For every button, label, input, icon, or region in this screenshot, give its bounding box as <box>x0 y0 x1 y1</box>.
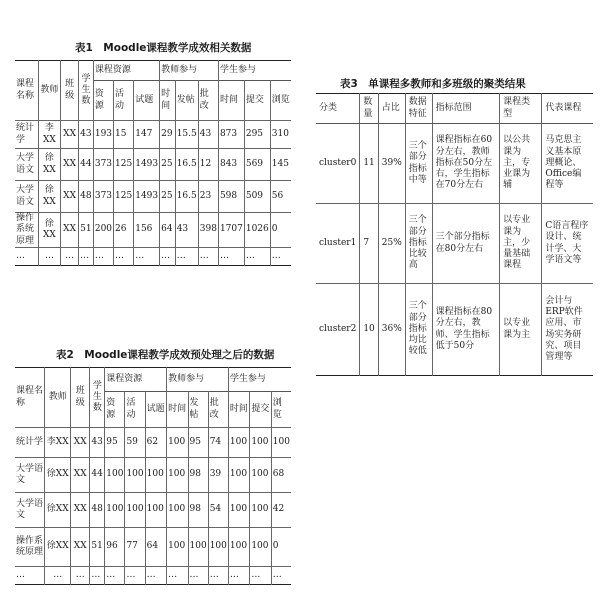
t3-cell: 会计与ERP软件应用、市场实务研究、项目管理等 <box>542 284 593 376</box>
t2-cell: … <box>145 567 166 585</box>
t1-cell: 843 <box>218 149 244 181</box>
t1-cell: 56 <box>270 181 291 213</box>
t2-cell: 95 <box>105 428 125 458</box>
t1-cell: … <box>93 247 113 265</box>
t2-header-teacher-part: 教师参与 <box>167 368 229 392</box>
t2-header-res-resource: 资源 <box>105 392 125 428</box>
t1-cell: 大学语文 <box>15 181 38 213</box>
t3-cell: 以公共课为主，专业课为辅 <box>500 124 542 204</box>
t2-cell: 51 <box>90 528 105 567</box>
table2 <box>15 367 291 585</box>
t1-cell: 15.5 <box>175 121 198 149</box>
t2-cell: 李XX <box>45 428 71 458</box>
t2-cell: 74 <box>208 428 228 458</box>
t1-cell: 16.5 <box>175 181 198 213</box>
table1 <box>15 60 291 266</box>
t1-cell: 156 <box>134 213 160 248</box>
t3-cell: 36% <box>378 284 405 376</box>
t3-header-count: 数量 <box>360 94 378 124</box>
t3-cell: cluster2 <box>316 284 360 376</box>
t1-cell: 145 <box>270 149 291 181</box>
t2-cell: 100 <box>145 458 166 493</box>
t1-header-course: 课程名称 <box>15 61 38 121</box>
t2-header-resources: 课程资源 <box>105 368 167 392</box>
t1-cell: … <box>198 247 218 265</box>
t2-cell: 77 <box>125 528 145 567</box>
t2-cell: 100 <box>167 493 188 528</box>
t3-cell: 10 <box>360 284 378 376</box>
t1-cell: … <box>175 247 198 265</box>
t1-header-res-test: 试题 <box>134 81 160 121</box>
t1-cell: 509 <box>244 181 270 213</box>
t1-header-resources: 课程资源 <box>93 61 159 81</box>
t1-header-t-time: 时间 <box>160 81 176 121</box>
t2-cell: 徐XX <box>45 493 71 528</box>
t1-cell: 295 <box>244 121 270 149</box>
t1-cell: 李XX <box>38 121 60 149</box>
t2-cell: XX <box>71 428 90 458</box>
t1-cell: XX <box>61 149 79 181</box>
t1-cell: 43 <box>198 121 218 149</box>
t2-cell: 100 <box>125 493 145 528</box>
t1-header-class: 班级 <box>61 61 79 121</box>
t2-cell: 100 <box>228 428 249 458</box>
t2-cell: 43 <box>90 428 105 458</box>
t1-header-t-grade: 批改 <box>198 81 218 121</box>
t2-header-teacher: 教师 <box>45 368 71 428</box>
t1-cell: 操作系统原理 <box>15 213 38 248</box>
t2-cell: … <box>167 567 188 585</box>
t1-cell: … <box>244 247 270 265</box>
t2-header-t-grade: 批改 <box>208 392 228 428</box>
t2-cell: 100 <box>145 493 166 528</box>
t1-cell: … <box>270 247 291 265</box>
t2-cell: XX <box>71 528 90 567</box>
t1-cell: 15 <box>114 121 134 149</box>
t3-row <box>316 204 593 284</box>
t2-row <box>15 458 291 493</box>
t1-row <box>15 121 291 149</box>
t1-cell: 125 <box>114 181 134 213</box>
t3-header-ratio: 占比 <box>378 94 405 124</box>
t1-cell: 48 <box>79 181 94 213</box>
t3-body <box>316 124 593 376</box>
t1-cell: 26 <box>114 213 134 248</box>
t1-header-res-activity: 活动 <box>114 81 134 121</box>
t1-cell: 125 <box>114 149 134 181</box>
t1-cell: 16.5 <box>175 149 198 181</box>
t2-cell: 大学语文 <box>15 493 45 528</box>
t1-cell: 统计学 <box>15 121 38 149</box>
t2-header-res-activity: 活动 <box>125 392 145 428</box>
t3-cell: 7 <box>360 204 378 284</box>
t2-header-class: 班级 <box>71 368 90 428</box>
t1-cell: 64 <box>160 213 176 248</box>
t2-body <box>15 428 291 585</box>
t1-cell: … <box>134 247 160 265</box>
t2-header-student-part: 学生参与 <box>229 373 266 384</box>
t1-cell: … <box>160 247 176 265</box>
t3-cell: 课程指标在80分左右，教师、学生指标低于50分 <box>432 284 500 376</box>
t1-row <box>15 213 291 248</box>
t1-cell: 25 <box>160 149 176 181</box>
t2-cell: … <box>228 567 249 585</box>
t2-cell: 100 <box>228 493 249 528</box>
t1-header-students: 学生数 <box>79 61 94 121</box>
t1-cell: 徐XX <box>38 213 60 248</box>
t1-cell: 43 <box>79 121 94 149</box>
t1-cell: 1493 <box>134 181 160 213</box>
t1-cell: 43 <box>175 213 198 248</box>
t1-header-student-part: 学生参与 <box>219 64 256 75</box>
t2-cell: … <box>45 567 71 585</box>
t2-row <box>15 428 291 458</box>
t1-cell: … <box>114 247 134 265</box>
t1-cell: 44 <box>79 149 94 181</box>
t1-cell: XX <box>61 121 79 149</box>
t2-row <box>15 567 291 585</box>
t3-cell: 25% <box>378 204 405 284</box>
t1-header-s-browse: 浏览 <box>270 81 291 121</box>
t1-cell: 徐XX <box>38 181 60 213</box>
t1-cell: 51 <box>79 213 94 248</box>
t2-cell: 44 <box>90 458 105 493</box>
t2-cell: … <box>208 567 228 585</box>
t2-cell: 54 <box>208 493 228 528</box>
t1-cell: 0 <box>270 213 291 248</box>
t2-cell: 42 <box>271 493 291 528</box>
t2-header-course: 课程名称 <box>15 368 45 428</box>
t1-header-s-submit: 提交 <box>244 81 270 121</box>
t2-cell: 48 <box>90 493 105 528</box>
t2-cell: 100 <box>228 458 249 493</box>
t2-cell: 96 <box>105 528 125 567</box>
t3-header-course-type: 课程类型 <box>500 94 542 124</box>
t2-cell: 100 <box>167 458 188 493</box>
t2-header-students: 学生数 <box>90 368 105 428</box>
t1-cell: 25 <box>160 181 176 213</box>
t2-cell: 100 <box>250 493 271 528</box>
t1-body <box>15 121 291 266</box>
table3 <box>316 93 593 376</box>
t3-header-representative: 代表课程 <box>542 94 593 124</box>
t2-cell: 98 <box>188 493 208 528</box>
t3-cell: 39% <box>378 124 405 204</box>
t2-cell: XX <box>71 493 90 528</box>
t3-cell: 三个部分指标中等 <box>405 124 432 204</box>
t2-cell: … <box>250 567 271 585</box>
t1-header-s-time: 时间 <box>218 81 244 121</box>
t1-cell: 1493 <box>134 149 160 181</box>
t1-row <box>15 149 291 181</box>
t3-cell: 三个部分指标均比较低 <box>405 284 432 376</box>
t2-cell: … <box>105 567 125 585</box>
t1-row <box>15 247 291 265</box>
t2-cell: 68 <box>271 458 291 493</box>
t3-cell: 以专业课为主，少量基础课程 <box>500 204 542 284</box>
t2-cell: 100 <box>271 428 291 458</box>
t2-cell: 100 <box>208 528 228 567</box>
t2-cell: 大学语文 <box>15 458 45 493</box>
t2-header-s-time: 时间 <box>228 392 249 428</box>
t1-cell: 29 <box>160 121 176 149</box>
t2-header-t-post: 发帖 <box>188 392 208 428</box>
t1-cell: 598 <box>218 181 244 213</box>
t2-cell: 64 <box>145 528 166 567</box>
t1-header-t-post: 发帖 <box>175 81 198 121</box>
t1-cell: 873 <box>218 121 244 149</box>
t3-header-category: 分类 <box>316 94 360 124</box>
t3-cell: 课程指标在60分左右，教师指标在50分左右，学生指标在70分左右 <box>432 124 500 204</box>
t3-cell: cluster0 <box>316 124 360 204</box>
t3-cell: 马克思主义基本原理概论、Office编程等 <box>542 124 593 204</box>
t1-cell: 147 <box>134 121 160 149</box>
t1-cell: … <box>79 247 94 265</box>
t2-cell: … <box>71 567 90 585</box>
t3-cell: 以专业课为主 <box>500 284 542 376</box>
t2-cell: 100 <box>250 428 271 458</box>
t1-cell: … <box>38 247 60 265</box>
t2-cell: … <box>188 567 208 585</box>
t3-header-feature: 数据特征 <box>405 94 432 124</box>
t1-cell: XX <box>61 213 79 248</box>
t1-cell: 193 <box>93 121 113 149</box>
t2-cell: 徐XX <box>45 528 71 567</box>
t2-cell: 100 <box>250 458 271 493</box>
t1-cell: 23 <box>198 181 218 213</box>
t3-cell: 三个部分指标比较高 <box>405 204 432 284</box>
t2-row <box>15 528 291 567</box>
t2-cell: 59 <box>125 428 145 458</box>
t2-cell: … <box>125 567 145 585</box>
t1-cell: 12 <box>198 149 218 181</box>
t2-header-s-submit: 提交 <box>250 392 271 428</box>
t1-header-res-resource: 资源 <box>93 81 113 121</box>
t3-cell: C语言程序设计、统计学、大学语文等 <box>542 204 593 284</box>
t2-row <box>15 493 291 528</box>
t1-cell: … <box>15 247 38 265</box>
t3-row <box>316 284 593 376</box>
t1-header-teacher: 教师 <box>38 61 60 121</box>
t1-cell: XX <box>61 181 79 213</box>
t3-cell: cluster1 <box>316 204 360 284</box>
t1-cell: 398 <box>198 213 218 248</box>
t2-cell: 100 <box>188 528 208 567</box>
t1-cell: 1707 <box>218 213 244 248</box>
t2-cell: 100 <box>125 458 145 493</box>
t1-cell: 373 <box>93 181 113 213</box>
t1-cell: 徐XX <box>38 149 60 181</box>
t2-cell: 98 <box>188 458 208 493</box>
t2-cell: 95 <box>188 428 208 458</box>
t1-row <box>15 181 291 213</box>
t1-header-teacher-part: 教师参与 <box>160 61 219 81</box>
t2-cell: 徐XX <box>45 458 71 493</box>
table2-caption: 表2 Moodle课程教学成效预处理之后的数据 <box>56 349 275 361</box>
t3-header-range: 指标范围 <box>432 94 500 124</box>
t2-cell: 统计学 <box>15 428 45 458</box>
t1-cell: 200 <box>93 213 113 248</box>
t3-cell: 11 <box>360 124 378 204</box>
t2-cell: 操作系统原理 <box>15 528 45 567</box>
table1-caption: 表1 Moodle课程教学成效相关数据 <box>75 42 252 54</box>
t2-cell: 100 <box>250 528 271 567</box>
t3-row <box>316 124 593 204</box>
t2-cell: 62 <box>145 428 166 458</box>
t2-cell: 100 <box>105 458 125 493</box>
t2-header-res-test: 试题 <box>145 392 166 428</box>
t1-cell: 373 <box>93 149 113 181</box>
t2-cell: 100 <box>167 428 188 458</box>
table3-caption: 表3 单课程多教师和多班级的聚类结果 <box>340 78 526 90</box>
t2-cell: … <box>15 567 45 585</box>
t2-header-t-time: 时间 <box>167 392 188 428</box>
t3-cell: 三个部分指标在80分左右 <box>432 204 500 284</box>
t1-cell: … <box>61 247 79 265</box>
t2-cell: XX <box>71 458 90 493</box>
t2-cell: 100 <box>105 493 125 528</box>
t2-cell: 100 <box>228 528 249 567</box>
t2-cell: 39 <box>208 458 228 493</box>
t1-cell: … <box>218 247 244 265</box>
t2-cell: 100 <box>167 528 188 567</box>
t2-cell: … <box>90 567 105 585</box>
t2-header-s-browse: 浏览 <box>271 392 291 428</box>
t2-cell: … <box>271 567 291 585</box>
t1-cell: 310 <box>270 121 291 149</box>
t2-cell: 0 <box>271 528 291 567</box>
t1-cell: 大学语文 <box>15 149 38 181</box>
t1-cell: 569 <box>244 149 270 181</box>
t1-cell: 1026 <box>244 213 270 248</box>
